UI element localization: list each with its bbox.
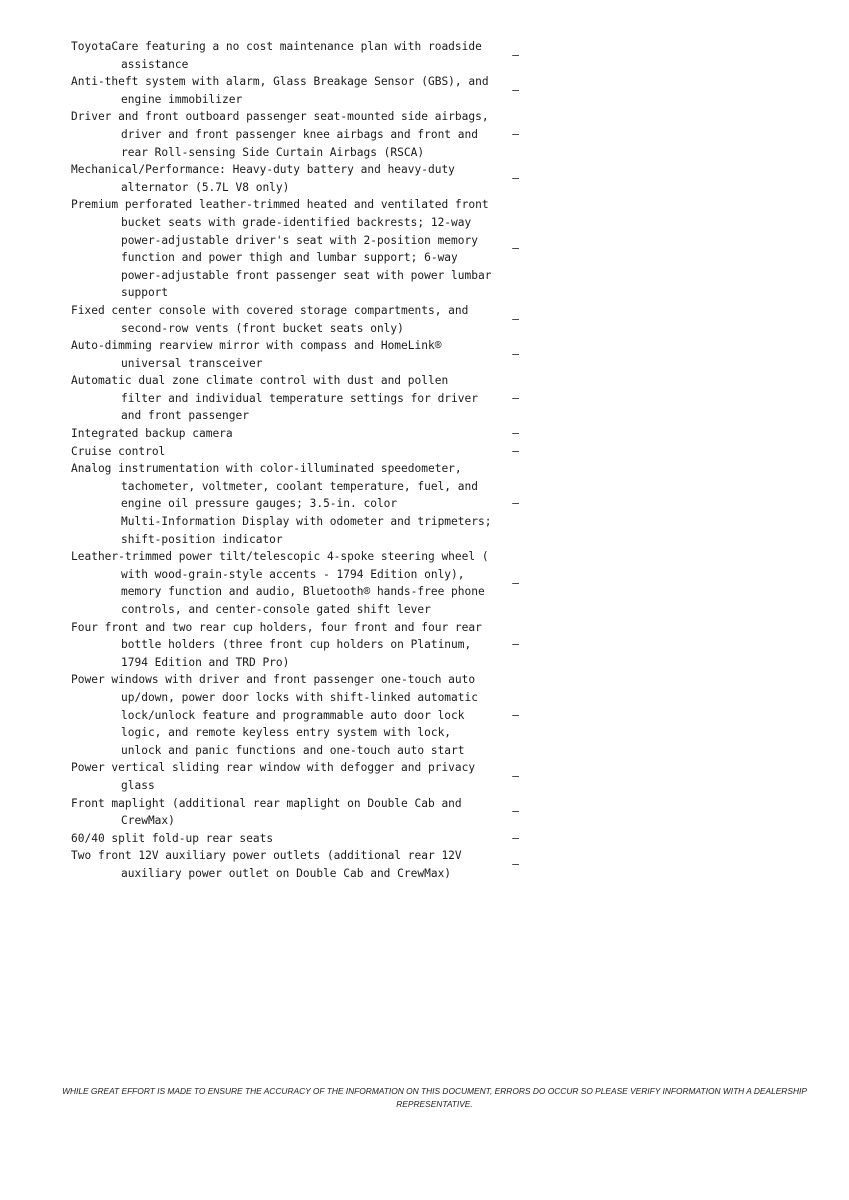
feature-list xyxy=(71,38,519,883)
feature-availability-dash: – xyxy=(512,576,519,590)
feature-row xyxy=(71,619,519,672)
feature-row xyxy=(71,795,519,830)
feature-availability-dash: – xyxy=(512,427,519,441)
feature-row xyxy=(71,73,519,108)
feature-description xyxy=(71,619,507,672)
feature-description xyxy=(71,73,507,108)
feature-row xyxy=(71,847,519,882)
feature-description-line: memory function and audio, Bluetooth® hands-free phone xyxy=(121,585,485,599)
feature-availability-dash: – xyxy=(512,858,519,872)
feature-description-line: driver and front passenger knee airbags and front and xyxy=(121,127,478,141)
feature-row xyxy=(71,196,519,302)
feature-description-line: Front maplight (additional rear maplight on Double Cab and xyxy=(71,796,462,810)
feature-description-line: Cruise control xyxy=(71,444,166,458)
feature-row xyxy=(71,671,519,759)
feature-description-line: CrewMax) xyxy=(121,814,175,828)
feature-description-line: rear Roll-sensing Side Curtain Airbags (RSCA) xyxy=(121,145,425,159)
feature-description-line: ToyotaCare featuring a no cost maintenance plan with roadside xyxy=(71,40,482,53)
feature-description xyxy=(71,795,507,830)
feature-row xyxy=(71,372,519,425)
feature-description-line: Mechanical/Performance: Heavy-duty battery and heavy-duty xyxy=(71,163,455,177)
feature-description-line: engine oil pressure gauges; 3.5-in. color xyxy=(121,497,398,511)
feature-description xyxy=(71,759,507,794)
feature-description-line: bottle holders (three front cup holders on Platinum, xyxy=(121,638,472,652)
feature-description-line: alternator (5.7L V8 only) xyxy=(121,180,290,194)
feature-description-line: universal transceiver xyxy=(121,356,263,370)
feature-description-line: power-adjustable front passenger seat with power lumbar xyxy=(121,268,492,282)
feature-availability-dash: – xyxy=(512,805,519,819)
feature-description-line: Analog instrumentation with color-illuminated speedometer, xyxy=(71,462,462,476)
feature-row xyxy=(71,830,519,848)
feature-description-line: second-row vents (front bucket seats only) xyxy=(121,321,404,335)
feature-row xyxy=(71,161,519,196)
feature-description-line: 1794 Edition and TRD Pro) xyxy=(121,655,290,669)
feature-description-line: support xyxy=(121,286,169,300)
feature-row xyxy=(71,302,519,337)
feature-description-line: lock/unlock feature and programmable auto door lock xyxy=(121,708,465,722)
feature-description-line: engine immobilizer xyxy=(121,92,243,106)
feature-row xyxy=(71,108,519,161)
feature-description-line: Integrated backup camera xyxy=(71,427,233,441)
feature-description xyxy=(71,830,507,848)
feature-description-line: Automatic dual zone climate control with dust and pollen xyxy=(71,374,449,388)
feature-description-line: Anti-theft system with alarm, Glass Breakage Sensor (GBS), and xyxy=(71,75,489,89)
feature-description-line: Driver and front outboard passenger seat-mounted side airbags, xyxy=(71,110,489,124)
feature-row xyxy=(71,443,519,461)
feature-row xyxy=(71,38,519,73)
feature-description-line: logic, and remote keyless entry system with lock, xyxy=(121,726,452,740)
feature-description xyxy=(71,302,507,337)
feature-availability-dash: – xyxy=(512,312,519,326)
feature-description-line: shift-position indicator xyxy=(121,532,283,546)
feature-description-line: glass xyxy=(121,778,155,792)
feature-availability-dash: – xyxy=(512,171,519,185)
feature-description-line: controls, and center-console gated shift lever xyxy=(121,603,431,616)
feature-description-line: bucket seats with grade-identified backrests; 12-way xyxy=(121,215,472,229)
feature-description xyxy=(71,337,507,372)
feature-availability-dash: – xyxy=(512,83,519,97)
feature-availability-dash: – xyxy=(512,638,519,652)
feature-description-line: Leather-trimmed power tilt/telescopic 4-spoke steering wheel ( xyxy=(71,550,489,564)
feature-availability-dash: – xyxy=(512,831,519,845)
feature-row xyxy=(71,337,519,372)
feature-description xyxy=(71,460,507,548)
feature-description-line: up/down, power door locks with shift-linked automatic xyxy=(121,690,478,704)
feature-description xyxy=(71,161,507,196)
feature-description-line: tachometer, voltmeter, coolant temperature, fuel, and xyxy=(121,479,478,493)
feature-row xyxy=(71,548,519,618)
feature-description-line: assistance xyxy=(121,57,189,71)
feature-description-line: function and power thigh and lumbar support; 6-way xyxy=(121,251,458,265)
feature-description-line: with wood-grain-style accents - 1794 Edition only), xyxy=(121,567,465,581)
feature-availability-dash: – xyxy=(512,391,519,405)
feature-row xyxy=(71,759,519,794)
feature-description xyxy=(71,548,507,618)
feature-availability-dash: – xyxy=(512,242,519,256)
feature-description xyxy=(71,38,507,73)
feature-description xyxy=(71,443,507,461)
feature-description-line: 60/40 split fold-up rear seats xyxy=(71,831,274,845)
feature-description-line: Auto-dimming rearview mirror with compass and HomeLink® xyxy=(71,339,442,353)
feature-availability-dash: – xyxy=(512,444,519,458)
feature-description xyxy=(71,372,507,425)
feature-availability-dash: – xyxy=(512,347,519,361)
feature-description-line: Power vertical sliding rear window with defogger and privacy xyxy=(71,761,476,775)
feature-description xyxy=(71,108,507,161)
feature-availability-dash: – xyxy=(512,770,519,784)
feature-description-line: Premium perforated leather-trimmed heated and ventilated front xyxy=(71,198,489,212)
feature-description-line: power-adjustable driver's seat with 2-position memory xyxy=(121,233,478,247)
feature-availability-dash: – xyxy=(512,48,519,62)
feature-description xyxy=(71,425,507,443)
feature-description-line: Power windows with driver and front passenger one-touch auto xyxy=(71,673,476,687)
feature-description-line: Multi-Information Display with odometer and tripmeters; xyxy=(121,515,492,529)
feature-description-line: filter and individual temperature settings for driver xyxy=(121,391,478,405)
feature-description-line: Four front and two rear cup holders, four front and four rear xyxy=(71,620,482,634)
feature-row xyxy=(71,460,519,548)
feature-description xyxy=(71,196,507,302)
feature-description xyxy=(71,847,507,882)
feature-description-line: Fixed center console with covered storage compartments, and xyxy=(71,303,469,317)
feature-row xyxy=(71,425,519,443)
feature-description-line: unlock and panic functions and one-touch auto start xyxy=(121,743,465,757)
disclaimer-text: WHILE GREAT EFFORT IS MADE TO ENSURE THE ACCURACY OF THE INFORMATION ON THIS DOCUMENT, ERRORS DO OCCUR SO PLEASE VERIFY INFORMATION WITH A DEALERSHIP REPRESENTATIVE. xyxy=(62,1086,807,1109)
feature-availability-dash: – xyxy=(512,127,519,141)
feature-description-line: Two front 12V auxiliary power outlets (additional rear 12V xyxy=(71,849,462,863)
feature-availability-dash: – xyxy=(512,708,519,722)
feature-description-line: and front passenger xyxy=(121,409,249,423)
feature-description xyxy=(71,671,507,759)
feature-availability-dash: – xyxy=(512,497,519,511)
feature-description-line: auxiliary power outlet on Double Cab and CrewMax) xyxy=(121,866,452,880)
